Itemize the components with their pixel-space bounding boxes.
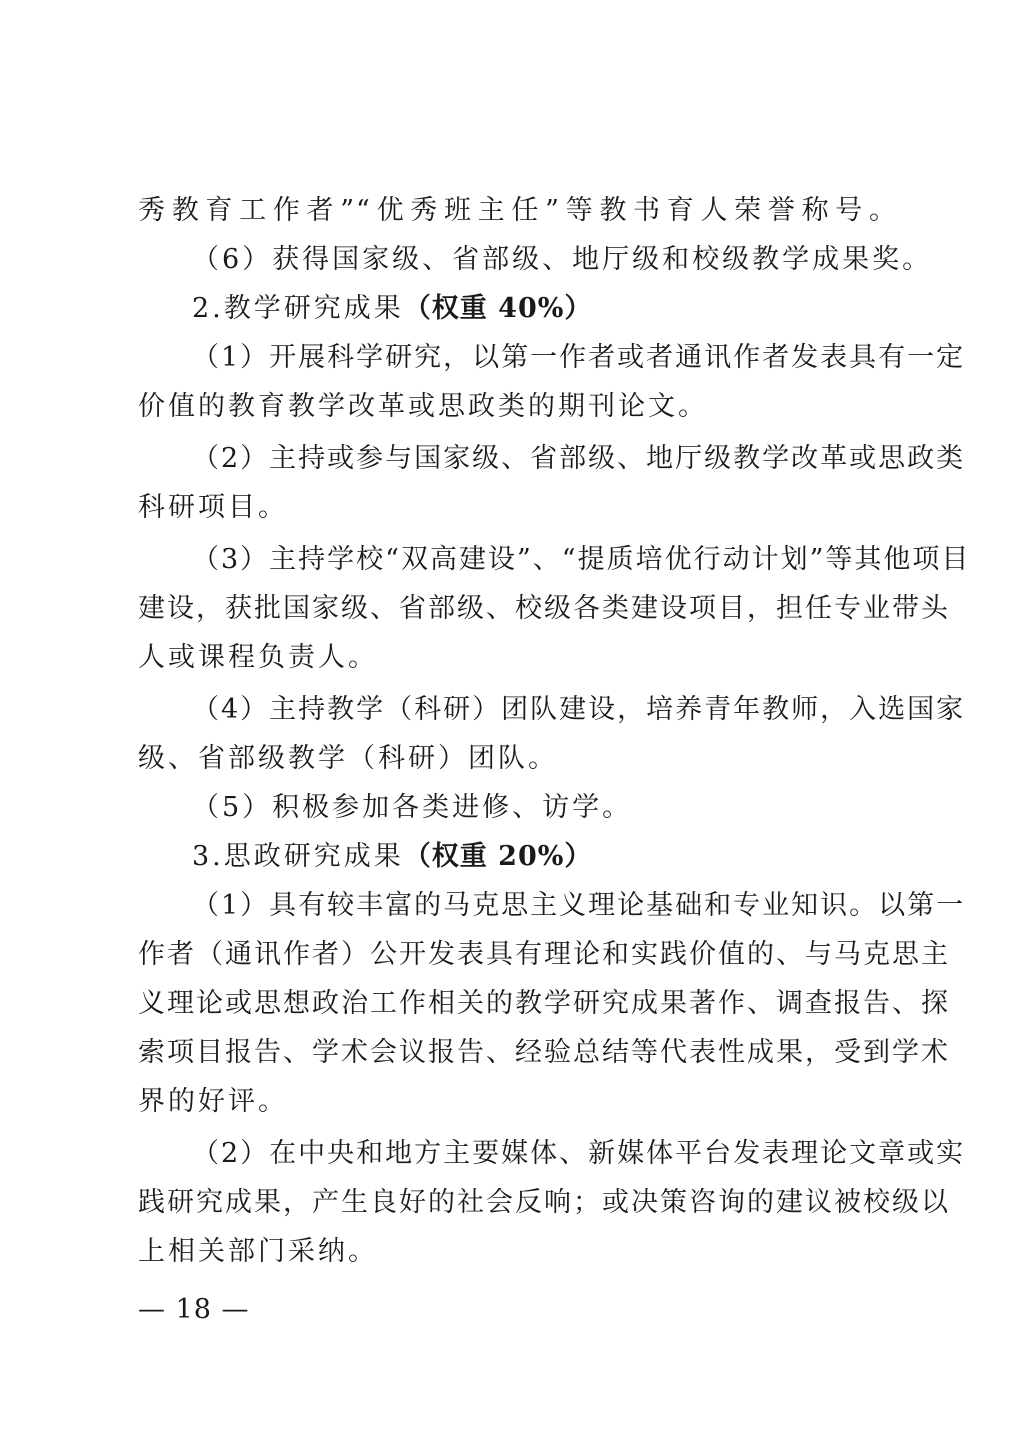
text-line: 义理论或思想政治工作相关的教学研究成果著作、调查报告、探 <box>138 988 950 1019</box>
section-heading-title: 3.思政研究成果 <box>192 841 404 872</box>
section-heading-ideological-research <box>138 832 898 881</box>
text-line: （6）获得国家级、省部级、地厅级和校级教学成果奖。 <box>192 244 933 275</box>
text-line: 建设，获批国家级、省部级、校级各类建设项目，担任专业带头 <box>138 593 950 624</box>
section-heading-teaching-research <box>138 284 898 333</box>
text-line: （4）主持教学（科研）团队建设，培养青年教师，入选国家 <box>192 694 966 725</box>
text-line: 科研项目。 <box>138 492 288 523</box>
document-body <box>138 186 971 1276</box>
text-line: （2）主持或参与国家级、省部级、地厅级教学改革或思政类 <box>192 443 966 474</box>
text-line: （2）在中央和地方主要媒体、新媒体平台发表理论文章或实 <box>192 1138 966 1169</box>
text-line: 秀教育工作者”“优秀班主任”等教书育人荣誉称号。 <box>138 195 898 226</box>
text-line: 价值的教育教学改革或思政类的期刊论文。 <box>138 391 708 422</box>
text-line: 践研究成果，产生良好的社会反响；或决策咨询的建议被校级以 <box>138 1187 950 1218</box>
text-line: （1）开展科学研究，以第一作者或者通讯作者发表具有一定 <box>192 342 966 373</box>
text-line: 人或课程负责人。 <box>138 642 378 673</box>
text-line: 索项目报告、学术会议报告、经验总结等代表性成果，受到学术 <box>138 1037 950 1068</box>
section-heading-weight: （权重 20%） <box>403 841 593 872</box>
text-line: （1）具有较丰富的马克思主义理论基础和专业知识。以第一 <box>192 890 966 921</box>
text-line: 级、省部级教学（科研）团队。 <box>138 743 558 774</box>
text-line: 作者（通讯作者）公开发表具有理论和实践价值的、与马克思主 <box>138 939 950 970</box>
section-heading-title: 2.教学研究成果 <box>192 293 404 324</box>
page-number: — 18 — <box>138 1294 250 1325</box>
text-line: （5）积极参加各类进修、访学。 <box>192 792 633 823</box>
text-line: （3）主持学校“双高建设”、“提质培优行动计划”等其他项目 <box>192 544 971 575</box>
text-line: 界的好评。 <box>138 1086 288 1117</box>
text-line: 上相关部门采纳。 <box>138 1236 378 1267</box>
section-heading-weight: （权重 40%） <box>403 293 593 324</box>
